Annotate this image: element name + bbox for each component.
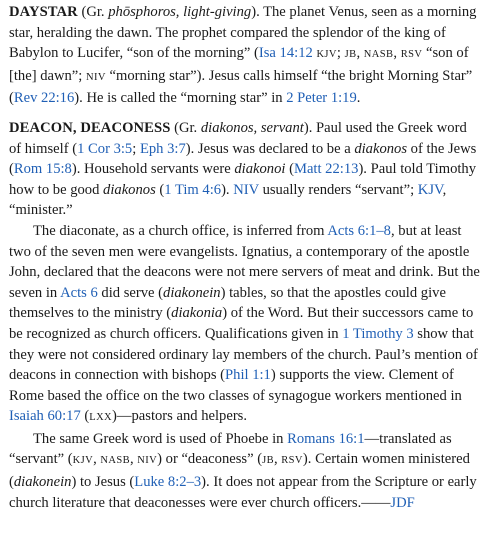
body-text: did serve ( (97, 284, 164, 301)
italic-term: diakonein (13, 474, 72, 491)
cross-reference-link[interactable]: 1 Timothy 3 (342, 325, 414, 342)
body-text: The same Greek word is used of Phoebe in (33, 430, 288, 447)
version-abbreviation: JB (344, 49, 357, 61)
cross-reference-link[interactable]: Isaiah 60:17 (9, 408, 81, 425)
cross-reference-link[interactable]: Luke 8:2–3 (134, 474, 202, 491)
body-text: ; (132, 140, 140, 157)
body-text: , (273, 451, 282, 468)
cross-reference-link[interactable]: Rev 22:16 (13, 90, 75, 107)
body-text: , “minister.” (9, 181, 447, 219)
cross-reference-link[interactable]: Isa 14:12 (258, 45, 313, 62)
cross-reference-link[interactable]: Acts 6:1–8 (327, 222, 391, 239)
body-text: ). Certain women ministered ( (9, 451, 470, 491)
cross-reference-link[interactable]: NIV (233, 181, 259, 198)
body-text: , (393, 45, 401, 62)
body-text: ). (221, 181, 234, 198)
body-text: —translated as “servant” ( (9, 430, 452, 468)
body-text: “son of [the] dawn”; (9, 45, 469, 84)
body-text: ) to Jesus ( (71, 474, 135, 491)
entry-headword: DEACON, DEACONESS (9, 119, 171, 136)
body-text: (Gr. (77, 4, 109, 20)
body-text: , but at least two of the seven men were evangelists. Ignatius, a contemporary of the apostle John, declared that the deacons were not mere servers of meat and drink. But the seven in (9, 222, 480, 301)
body-text: of the Jews ( (9, 140, 477, 178)
body-text: ; (336, 45, 345, 62)
entry-paragraph (9, 2, 482, 109)
body-text: ( (80, 408, 90, 425)
cross-reference-link[interactable]: Romans 16:1 (287, 430, 365, 447)
italic-term: diakonein (163, 284, 221, 301)
body-text: ). It does not appear from the Scripture or early church literature that deaconesses were ever church officers.—— (9, 474, 477, 511)
body-text: , (129, 451, 138, 468)
entry-deacon-deaconess (9, 118, 482, 513)
body-text: show that they were not considered ordinary lay members of the church. Paul’s mention of deacons in connection with bishops ( (9, 325, 478, 384)
body-text: ) supports the view. Clement of Rome based the office on the two classes of synagogue workers mentioned in (9, 367, 462, 404)
body-text: ( (155, 181, 165, 198)
version-abbreviation: RSV (400, 49, 423, 61)
entry-continuation-paragraph (9, 221, 482, 429)
italic-term: phōsphoros, light-giving (108, 4, 252, 20)
version-abbreviation: NASB (100, 455, 130, 467)
body-text: usually renders “servant”; (258, 181, 418, 198)
cross-reference-link[interactable]: Acts 6 (60, 284, 98, 301)
version-abbreviation: RSV (281, 455, 303, 467)
body-text: , (93, 451, 101, 468)
body-text: ). Paul told Timothy how to be good (9, 161, 477, 198)
version-abbreviation: KJV (72, 455, 94, 467)
body-text: ). Paul used the Greek word of himself ( (9, 119, 467, 157)
version-abbreviation: NIV (86, 71, 106, 83)
body-text: (Gr. (170, 119, 201, 136)
entry-paragraph (9, 118, 482, 221)
entry-continuation-paragraph (9, 429, 482, 513)
italic-term: diakonos (103, 181, 156, 198)
body-text: ) tables, so that the apostles could give themselves to the ministry ( (9, 284, 446, 322)
entry-daystar (9, 2, 482, 109)
cross-reference-link[interactable]: 2 Peter 1:19 (286, 90, 357, 107)
italic-term: diakonoi (234, 161, 286, 178)
cross-reference-link[interactable]: 1 Tim 4:6 (164, 181, 222, 198)
body-text: ( (285, 161, 294, 178)
cross-reference-link[interactable]: 1 Cor 3:5 (77, 140, 133, 157)
body-text: )—pastors and helpers. (112, 408, 248, 425)
body-text: “morning star”). Jesus calls himself “the bright Morning Star” ( (9, 67, 473, 107)
cross-reference-link[interactable]: JDF (390, 494, 415, 511)
italic-term: diakonos, servant (200, 119, 304, 136)
body-text: ). Jesus was declared to be a (185, 140, 355, 157)
entry-headword: DAYSTAR (9, 4, 78, 20)
version-abbreviation: NIV (137, 455, 158, 467)
body-text: ) of the Word. But their successors came to be recognized as church officers. Qualifications given in (9, 305, 474, 342)
version-abbreviation: NASB (363, 49, 394, 61)
body-text: ) or “deaconess” ( (157, 451, 263, 468)
version-abbreviation: KJV (316, 49, 337, 61)
body-text: ). He is called the “morning star” in (74, 90, 287, 107)
cross-reference-link[interactable]: Rom 15:8 (13, 161, 72, 178)
version-abbreviation: LXX (89, 412, 113, 424)
body-text: , (356, 45, 364, 62)
body-text: ). The planet Venus, seen as a morning star, heralding the dawn. The prophet compared the splendor of the king of Babylon to Lucifer, “son of the morning” ( (9, 4, 477, 62)
italic-term: diakonia (171, 305, 223, 322)
cross-reference-link[interactable]: Matt 22:13 (293, 161, 359, 178)
body-text: ). Household servants were (71, 161, 235, 178)
body-text: . (356, 90, 361, 107)
cross-reference-link[interactable]: Phil 1:1 (225, 367, 271, 384)
italic-term: diakonos (354, 140, 408, 157)
cross-reference-link[interactable]: KJV (417, 181, 443, 198)
cross-reference-link[interactable]: Eph 3:7 (139, 140, 186, 157)
version-abbreviation: JB (262, 455, 274, 467)
body-text: The diaconate, as a church office, is inferred from (33, 222, 328, 239)
